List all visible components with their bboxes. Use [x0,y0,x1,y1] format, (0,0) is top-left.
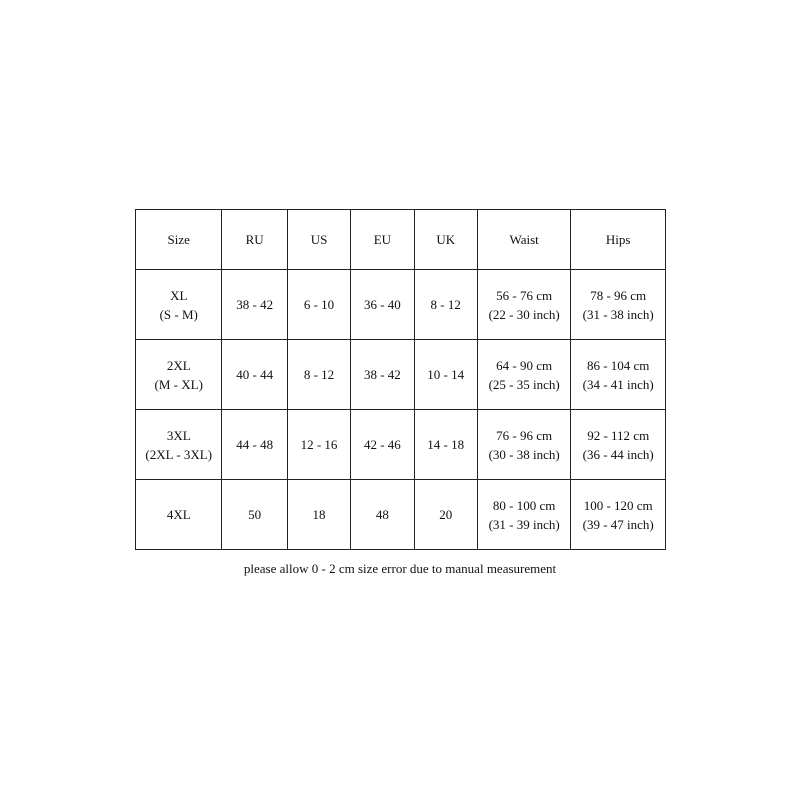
table-row [136,340,666,410]
header-eu: EU [351,210,414,270]
hips-cm: 92 - 112 cm [587,427,650,443]
waist-inch: (22 - 30 inch) [488,306,560,322]
us-cell: 18 [287,480,350,550]
hips-cm: 100 - 120 cm [583,497,653,513]
hips-inch: (31 - 38 inch) [582,306,654,322]
header-size: Size [136,210,222,270]
us-cell: 8 - 12 [287,340,350,410]
size-label: 4XL [166,507,191,522]
size-range: (S - M) [159,306,198,322]
size-label: 3XL [166,427,191,443]
eu-cell: 38 - 42 [351,340,414,410]
uk-cell: 10 - 14 [414,340,477,410]
uk-cell: 14 - 18 [414,410,477,480]
table-row [136,410,666,480]
waist-inch: (25 - 35 inch) [488,376,560,392]
eu-cell: 36 - 40 [351,270,414,340]
waist-inch: (31 - 39 inch) [488,516,560,532]
size-label: 2XL [166,357,191,373]
waist-cell [477,410,571,480]
hips-inch: (34 - 41 inch) [582,376,654,392]
uk-cell: 20 [414,480,477,550]
ru-cell: 38 - 42 [222,270,287,340]
hips-inch: (39 - 47 inch) [582,516,654,532]
measurement-note: please allow 0 - 2 cm size error due to manual measurement [243,561,557,576]
hips-cell [571,410,666,480]
ru-cell: 50 [222,480,287,550]
size-cell [136,410,222,480]
hips-cell [571,480,666,550]
uk-cell: 8 - 12 [414,270,477,340]
size-chart-table [135,209,666,550]
hips-cell [571,340,666,410]
table-row [136,480,666,550]
header-ru: RU [222,210,287,270]
header-waist: Waist [477,210,571,270]
size-label: XL [170,287,188,303]
header-us: US [287,210,350,270]
size-cell [136,340,222,410]
eu-cell: 48 [351,480,414,550]
waist-cm: 80 - 100 cm [492,497,556,513]
us-cell: 12 - 16 [287,410,350,480]
us-cell: 6 - 10 [287,270,350,340]
table-row [136,270,666,340]
waist-inch: (30 - 38 inch) [488,446,560,462]
waist-cm: 56 - 76 cm [496,287,553,303]
header-hips: Hips [571,210,666,270]
ru-cell: 44 - 48 [222,410,287,480]
size-cell [136,480,222,550]
eu-cell: 42 - 46 [351,410,414,480]
table-header-row [136,210,666,270]
size-range: (2XL - 3XL) [145,446,213,462]
hips-cell [571,270,666,340]
waist-cell [477,270,571,340]
waist-cell [477,340,571,410]
ru-cell: 40 - 44 [222,340,287,410]
hips-inch: (36 - 44 inch) [582,446,654,462]
hips-cm: 78 - 96 cm [590,287,647,303]
size-range: (M - XL) [154,376,203,392]
waist-cell [477,480,571,550]
hips-cm: 86 - 104 cm [586,357,650,373]
waist-cm: 76 - 96 cm [496,427,553,443]
size-cell [136,270,222,340]
header-uk: UK [414,210,477,270]
waist-cm: 64 - 90 cm [496,357,553,373]
